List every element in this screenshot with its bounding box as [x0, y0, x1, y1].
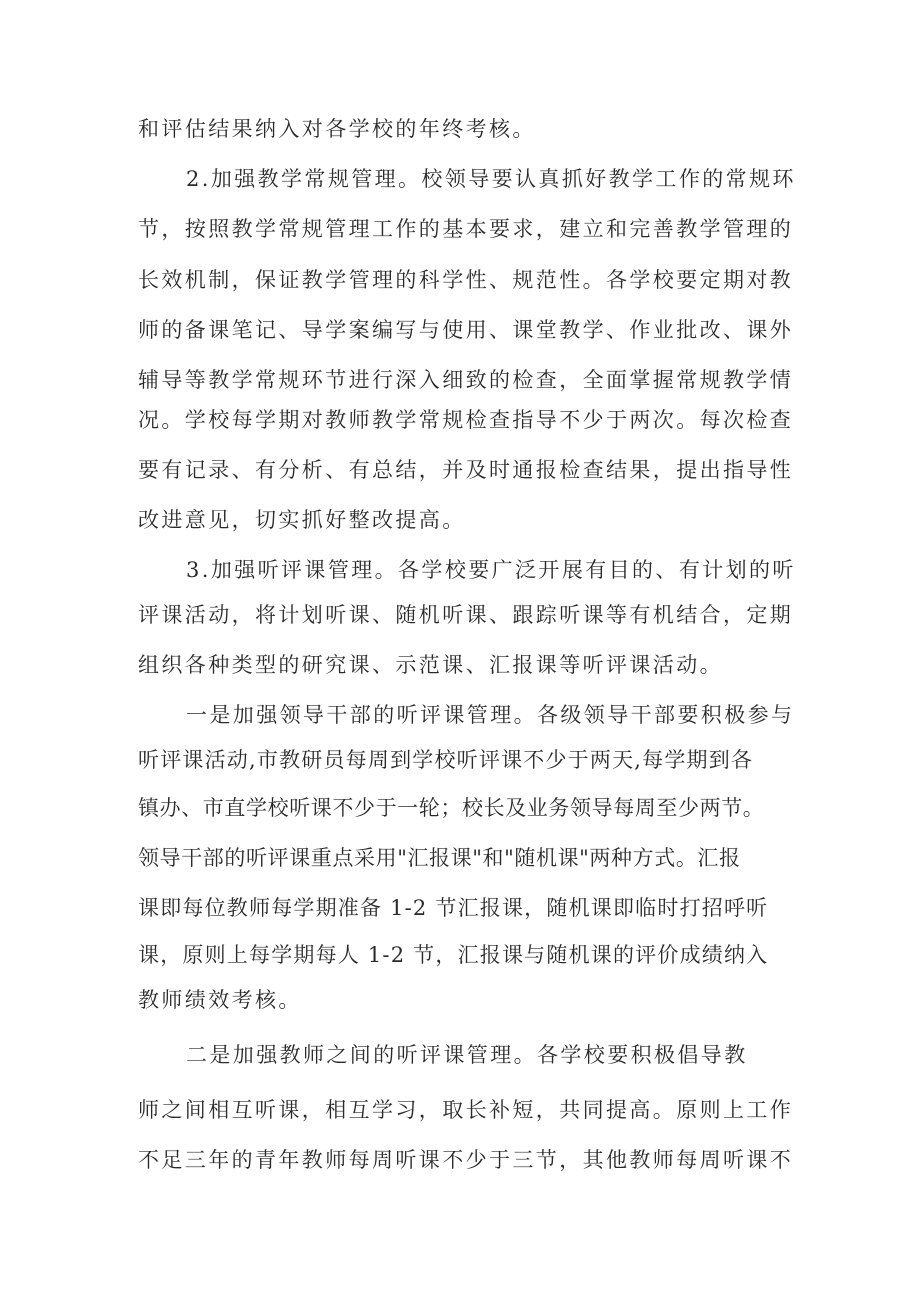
text-line: 课即每位教师每学期准备 1-2 节汇报课，随机课即临时打招呼听	[138, 896, 769, 920]
text-line: 师的备课笔记、导学案编写与使用、课堂教学、作业批改、课外	[138, 318, 794, 342]
paragraph-start-line: 二是加强教师之间的听评课管理。各学校要积极倡导教	[186, 1043, 748, 1067]
text-line: 改进意见，切实抓好整改提高。	[138, 508, 466, 532]
text-line: 不足三年的青年教师每周听课不少于三节，其他教师每周听课不	[138, 1148, 794, 1172]
paragraph-start-line: 2.加强教学常规管理。校领导要认真抓好教学工作的常规环	[186, 167, 796, 191]
text-line: 节，按照教学常规管理工作的基本要求，建立和完善教学管理的	[138, 217, 794, 241]
text-line: 组织各种类型的研究课、示范课、汇报课等听评课活动。	[138, 653, 723, 677]
text-line: 领导干部的听评课重点采用"汇报课"和"随机课"两种方式。汇报	[138, 846, 741, 870]
text-line: 评课活动，将计划听课、随机听课、跟踪听课等有机结合，定期	[138, 603, 794, 627]
text-line: 课，原则上每学期每人 1-2 节，汇报课与随机课的评价成绩纳入	[138, 943, 769, 967]
text-line: 要有记录、有分析、有总结，并及时通报检查结果，提出指导性	[138, 458, 794, 482]
paragraph-start-line: 一是加强领导干部的听评课管理。各级领导干部要积极参与	[186, 703, 795, 727]
text-line: 镇办、市直学校听课不少于一轮；校长及业务领导每周至少两节。	[138, 796, 765, 820]
text-line: 师之间相互听课，相互学习，取长补短，共同提高。原则上工作	[138, 1098, 794, 1122]
text-line: 辅导等教学常规环节进行深入细致的检查，全面掌握常规教学情	[138, 368, 794, 392]
text-line: 长效机制，保证教学管理的科学性、规范性。各学校要定期对教	[138, 268, 794, 292]
paragraph-start-line: 3.加强听评课管理。各学校要广泛开展有目的、有计划的听	[186, 558, 796, 582]
text-line: 教师绩效考核。	[138, 988, 302, 1012]
text-line: 和评估结果纳入对各学校的年终考核。	[138, 117, 536, 141]
text-line: 况。学校每学期对教师教学常规检查指导不少于两次。每次检查	[138, 408, 794, 432]
text-line: 听评课活动,市教研员每周到学校听评课不少于两天,每学期到各	[138, 748, 754, 772]
